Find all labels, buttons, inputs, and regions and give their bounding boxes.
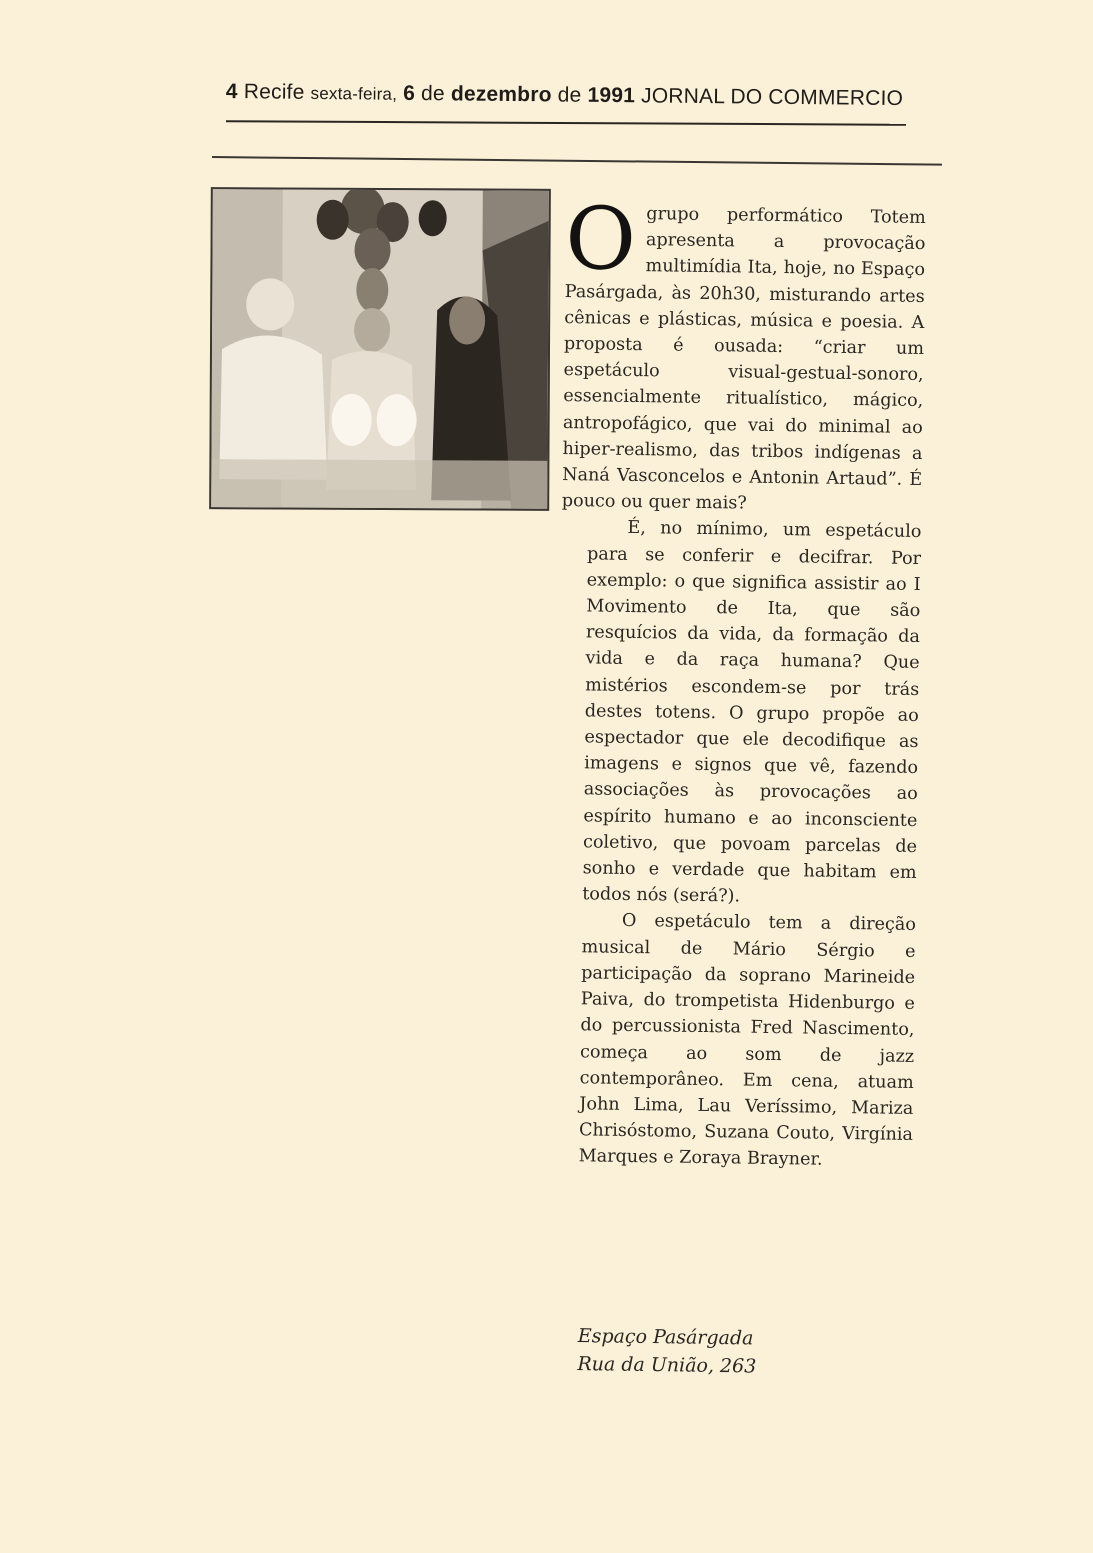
article-paragraph-2: É, no mínimo, um espetáculo para se conferir e decifrar. Por exemplo: o que significa assistir ao I Movimento de Ita, que são resquícios da vida, da formação da vida e da raça humana? Que mistérios escondem-se por trás destes totens. O grupo propõe ao espectador que ele decodifique as imagens e signos que vê, fazendo associações às provocações ao espírito humano e ao inconsciente coletivo, que povoam parcelas de sonho e verdade que habitam em todos nós (será?). <box>582 518 922 907</box>
header-de: de <box>557 83 582 107</box>
venue-address: Rua da União, 263 <box>577 1352 757 1378</box>
header-rule <box>226 120 906 126</box>
section-rule <box>212 156 942 166</box>
header-weekday: sexta-feira, <box>310 83 398 104</box>
group-photo <box>209 187 551 511</box>
newspaper-header <box>226 80 906 111</box>
drop-cap: O <box>564 189 637 290</box>
article-paragraph-1: grupo performático Totem apresenta a provocação multimídia Ita, hoje, no Espaço Pasárgada, às 20h30, misturando artes cênicas e plásticas, música e poesia. A proposta é ousada: “criar um espetáculo visual-gestual-sonoro, essencialmente ritualístico, mágico, antropofágico, que vai do minimal ao hiper-realismo, das tribos indígenas a Naná Vasconcelos e Antonin Artaud”. É pouco ou quer mais? <box>561 204 926 514</box>
page-number: 4 <box>225 80 238 104</box>
header-month: dezembro <box>450 82 552 107</box>
header-day: 6 <box>403 81 416 105</box>
article-body <box>552 189 926 1174</box>
venue-caption <box>577 1322 757 1380</box>
newspaper-name: JORNAL DO COMMERCIO <box>640 84 904 111</box>
header-city: Recife <box>243 80 305 104</box>
header-de: de <box>420 82 445 106</box>
venue-name: Espaço Pasárgada <box>577 1324 754 1350</box>
header-year: 1991 <box>587 83 636 108</box>
article-paragraph-3: O espetáculo tem a direção musical de Mário Sérgio e participação da soprano Marineide Paiva, do trompetista Hidenburgo e do percussionista Fred Nascimento, começa ao som de jazz contemporâneo. Em cena, atuam John Lima, Lau Veríssimo, Mariza Chrisóstomo, Suzana Couto, Virgínia Marques e Zoraya Brayner. <box>578 911 917 1170</box>
